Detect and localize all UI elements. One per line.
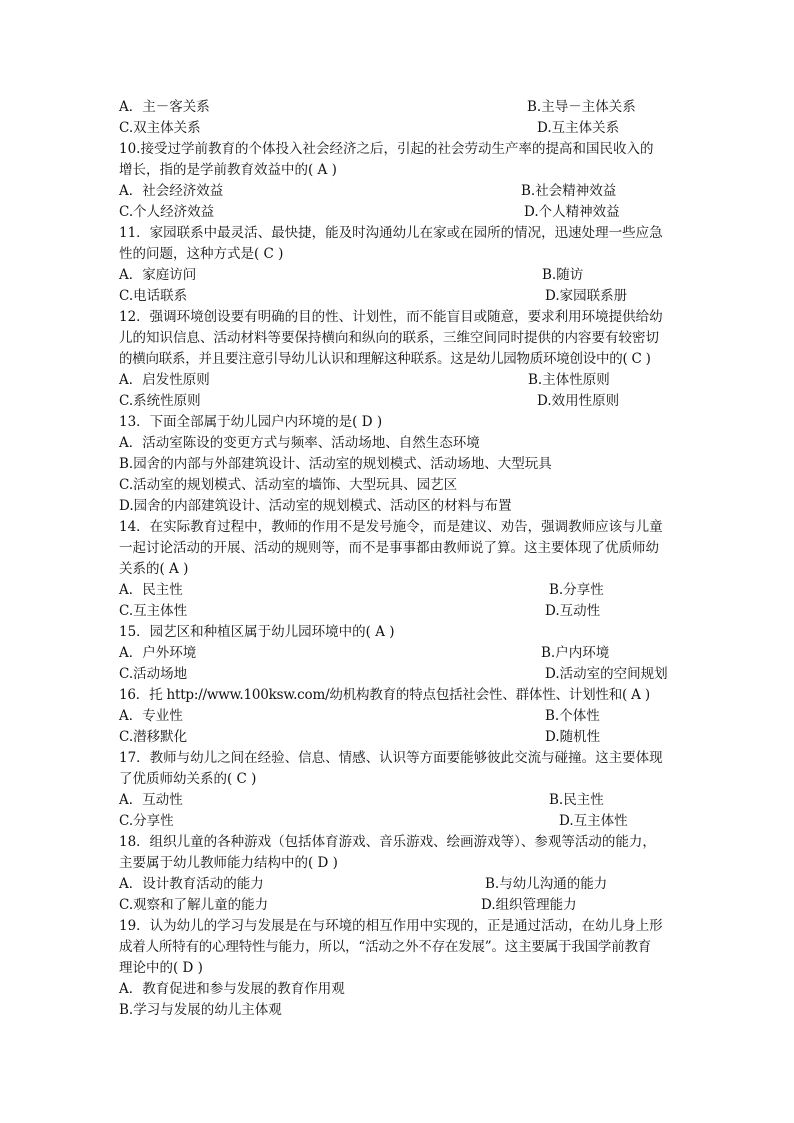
option-a: A．活动室陈设的变更方式与频率、活动场地、自然生态环境 — [119, 435, 480, 451]
option-a: A．设计教育活动的能力 — [119, 876, 264, 892]
option-b: B.社会精神效益 — [521, 183, 617, 199]
question-text: 16．托 http://www.100ksw.com/幼机构教育的特点包括社会性、群体性、计划性和( A ) — [119, 687, 650, 703]
option-c: C.分享性 — [119, 813, 174, 829]
option-row — [119, 265, 679, 286]
question-text: 理论中的( D ) — [119, 960, 203, 976]
option-d: D.组织管理能力 — [481, 897, 577, 913]
option-b: B.园舍的内部与外部建筑设计、活动室的规划模式、活动场地、大型玩具 — [119, 456, 552, 472]
option-c: C.个人经济效益 — [119, 204, 215, 220]
question-text: 儿的知识信息、活动材料等要保持横向和纵向的联系，三维空间同时提供的内容要有较密切 — [119, 330, 659, 346]
question-text: 了优质师幼关系的( C ) — [119, 771, 257, 787]
option-d: D.家园联系册 — [545, 288, 628, 304]
option-row — [119, 706, 679, 727]
option-row — [119, 97, 679, 118]
option-c: C.系统性原则 — [119, 393, 201, 409]
option-row — [119, 643, 679, 664]
option-row — [119, 601, 679, 622]
option-a: A．民主性 — [119, 582, 183, 598]
option-d: D.随机性 — [545, 729, 601, 745]
question-text: 19．认为幼儿的学习与发展是在与环境的相互作用中实现的，正是通过活动，在幼儿身上形 — [119, 918, 663, 934]
option-c: C.互主体性 — [119, 603, 188, 619]
option-row — [119, 811, 679, 832]
option-c: C.活动室的规划模式、活动室的墙饰、大型玩具、园艺区 — [119, 477, 458, 493]
option-c: C.活动场地 — [119, 666, 188, 682]
option-row — [119, 580, 679, 601]
question-text: 的横向联系，并且要注意引导幼儿认识和理解这种联系。这是幼儿园物质环境创设中的( C ) — [119, 351, 651, 367]
option-row — [119, 790, 679, 811]
option-d: D.互主体性 — [559, 813, 628, 829]
option-b: B.分享性 — [549, 582, 604, 598]
option-row — [119, 118, 679, 139]
option-d: D.互主体关系 — [537, 120, 620, 136]
question-text: 增长，指的是学前教育效益中的( A ) — [119, 162, 337, 178]
question-text: 成着人所特有的心理特性与能力，所以，“活动之外不存在发展”。这主要属于我国学前教育 — [119, 939, 652, 955]
option-b: B.主导－主体关系 — [527, 99, 636, 115]
option-a: A．专业性 — [119, 708, 183, 724]
option-row — [119, 286, 679, 307]
option-row — [119, 370, 679, 391]
question-text: 主要属于幼儿教师能力结构中的( D ) — [119, 855, 338, 871]
option-b: B.个体性 — [545, 708, 600, 724]
option-b: B.与幼儿沟通的能力 — [485, 876, 608, 892]
question-text: 14．在实际教育过程中，教师的作用不是发号施令，而是建议、劝告，强调教师应该与儿童 — [119, 519, 663, 535]
option-row — [119, 895, 679, 916]
question-text: 关系的( A ) — [119, 561, 189, 577]
option-d: D.互动性 — [545, 603, 601, 619]
option-d: D.个人精神效益 — [524, 204, 620, 220]
option-row — [119, 664, 679, 685]
option-a: A．启发性原则 — [119, 372, 210, 388]
option-a: A．主－客关系 — [119, 99, 210, 115]
option-row — [119, 391, 679, 412]
option-c: C.潜移默化 — [119, 729, 188, 745]
question-text: 11．家园联系中最灵活、最快捷，能及时沟通幼儿在家或在园所的情况，迅速处理一些应急 — [119, 225, 663, 241]
option-row — [119, 181, 679, 202]
question-text: 18．组织儿童的各种游戏（包括体育游戏、音乐游戏、绘画游戏等）、参观等活动的能力， — [119, 834, 656, 850]
option-d: D.活动室的空间规划 — [545, 666, 668, 682]
option-d: D.园舍的内部建筑设计、活动室的规划模式、活动区的材料与布置 — [119, 498, 512, 514]
question-text: 13．下面全部属于幼儿园户内环境的是( D ) — [119, 414, 383, 430]
question-text: 15．园艺区和种植区属于幼儿园环境中的( A ) — [119, 624, 395, 640]
option-row — [119, 727, 679, 748]
option-a: A．社会经济效益 — [119, 183, 224, 199]
option-b: B.主体性原则 — [528, 372, 610, 388]
option-b: B.学习与发展的幼儿主体观 — [119, 1002, 282, 1018]
option-a: A．互动性 — [119, 792, 183, 808]
option-c: C.观察和了解儿童的能力 — [119, 897, 269, 913]
question-text: 17．教师与幼儿之间在经验、信息、情感、认识等方面要能够彼此交流与碰撞。这主要体现 — [119, 750, 663, 766]
option-c: C.双主体关系 — [119, 120, 201, 136]
option-d: D.效用性原则 — [537, 393, 620, 409]
exam-page — [119, 97, 679, 1021]
option-a: A．家庭访问 — [119, 267, 197, 283]
option-b: B.随访 — [542, 267, 584, 283]
option-row — [119, 874, 679, 895]
option-c: C.电话联系 — [119, 288, 188, 304]
question-text: 性的问题，这种方式是( C ) — [119, 246, 284, 262]
question-text: 12．强调环境创设要有明确的目的性、计划性，而不能盲目或随意，要求利用环境提供给幼 — [119, 309, 663, 325]
question-text: 一起讨论活动的开展、活动的规则等，而不是事事都由教师说了算。这主要体现了优质师幼 — [119, 540, 659, 556]
question-text: 10.接受过学前教育的个体投入社会经济之后，引起的社会劳动生产率的提高和国民收入的 — [119, 141, 654, 157]
option-b: B.民主性 — [549, 792, 604, 808]
option-a: A．户外环境 — [119, 645, 197, 661]
option-a: A．教育促进和参与发展的教育作用观 — [119, 981, 345, 997]
option-b: B.户内环境 — [541, 645, 610, 661]
option-row — [119, 202, 679, 223]
